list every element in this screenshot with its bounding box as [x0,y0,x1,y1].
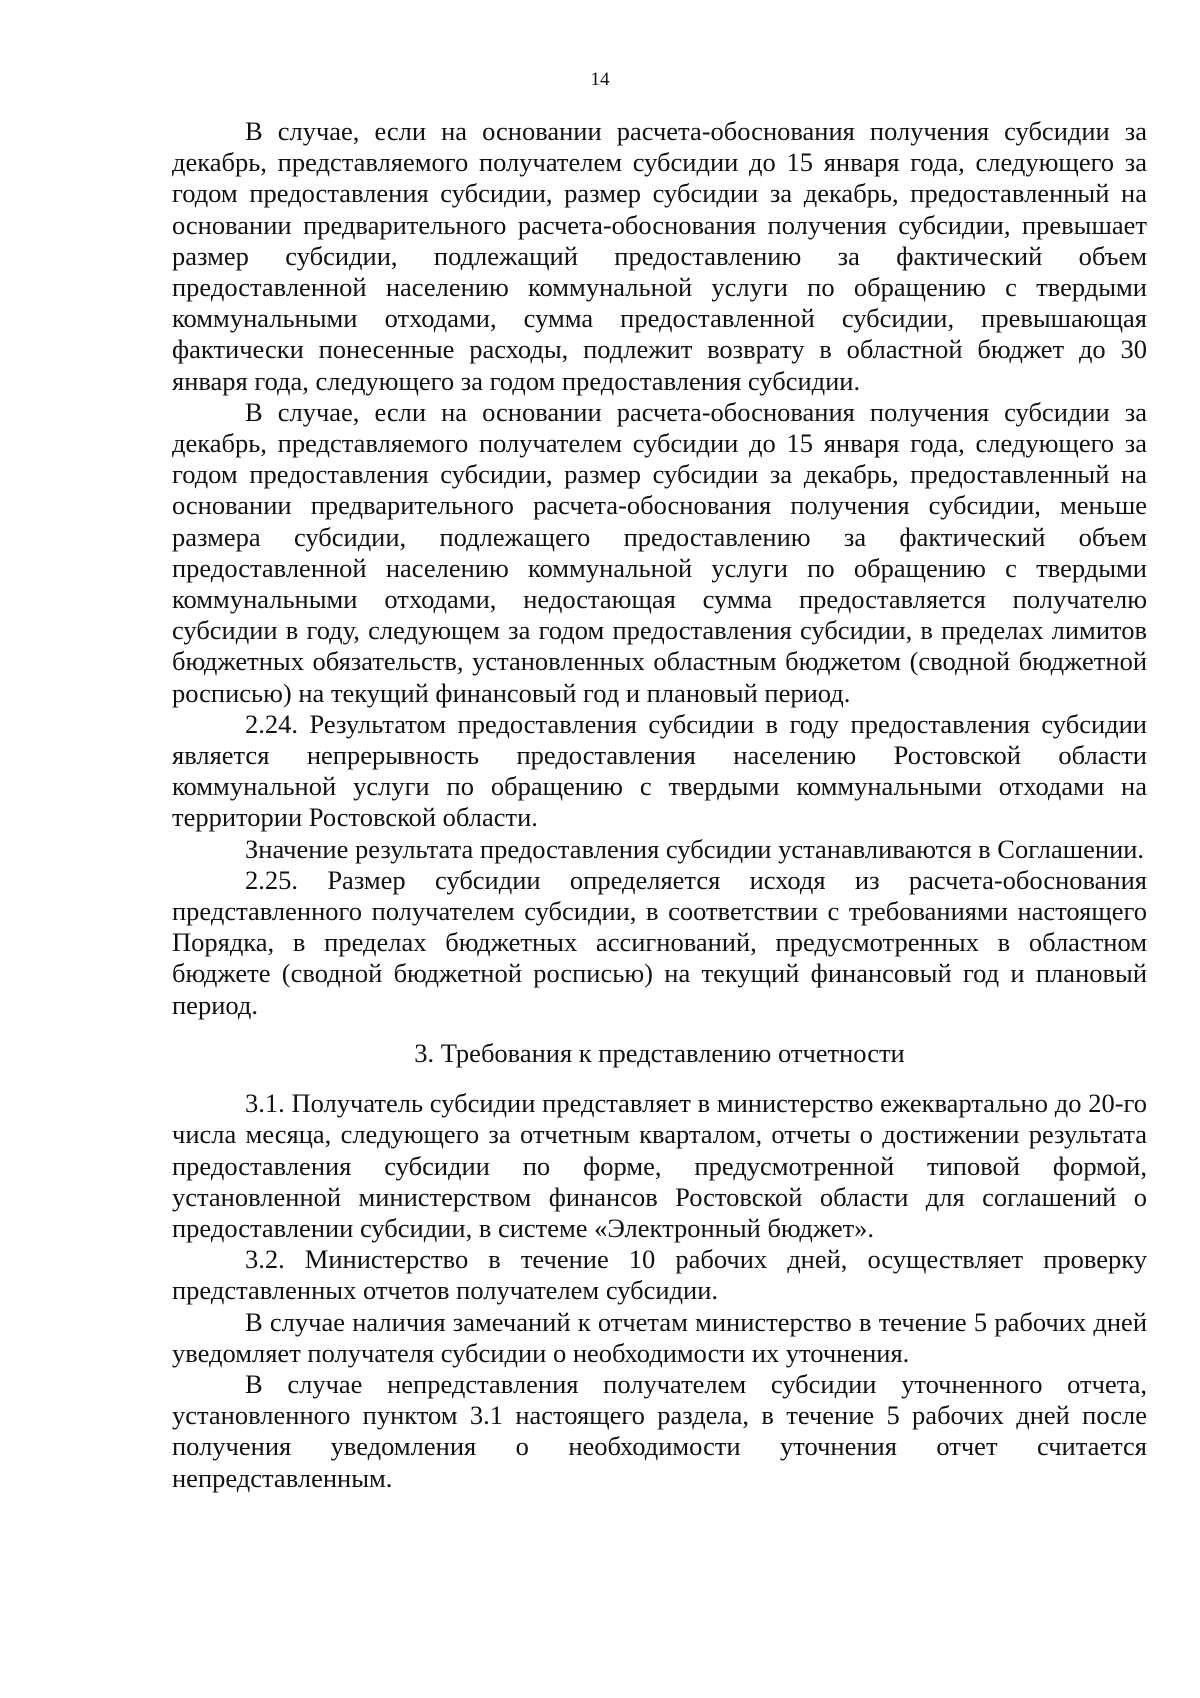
paragraph-excess-subsidy-refund: В случае, если на основании расчета-обоснования получения субсидии за декабрь, представляемого получателем субсидии до 15 января года, следующего за годом предоставления субсидии, размер субсидии за декабрь, предоставленный на основании предварительного расчета-обоснования получения субсидии, превышает размер субсидии, подлежащий предоставлению за фактический объем предоставленной населению коммунальной услуги по обращению с твердыми коммунальными отходами, сумма предоставленной субсидии, превышающая фактически понесенные расходы, подлежит возврату в областной бюджет до 30 января года, следующего за годом предоставления субсидии. [172,116,1147,396]
paragraph-result-value: Значение результата предоставления субсидии устанавливаются в Соглашении. [245,833,1145,864]
paragraph-shortfall-subsidy: В случае, если на основании расчета-обоснования получения субсидии за декабрь, представляемого получателем субсидии до 15 января года, следующего за годом предоставления субсидии, размер субсидии за декабрь, предоставленный на основании предварительного расчета-обоснования получения субсидии, меньше размера субсидии, подлежащего предоставлению за фактический объем предоставленной населению коммунальной услуги по обращению с твердыми коммунальными отходами, недостающая сумма предоставляется получателю субсидии в году, следующем за годом предоставления субсидии, в пределах лимитов бюджетных обязательств, установленных областным бюджетом (сводной бюджетной росписью) на текущий финансовый год и плановый период. [172,396,1147,708]
paragraph-report-not-submitted: В случае непредставления получателем субсидии уточненного отчета, установленного пунктом 3.1 настоящего раздела, в течение 5 рабочих дней после получения уведомления о необходимости уточнения отчет считается непредставленным. [172,1368,1147,1493]
page-number: 14 [590,69,610,90]
paragraph-2-24-result: 2.24. Результатом предоставления субсидии в году предоставления субсидии является непрерывность предоставления населению Ростовской области коммунальной услуги по обращению с твердыми коммунальными отходами на территории Ростовской области. [172,708,1147,833]
paragraph-3-1-reporting: 3.1. Получатель субсидии представляет в министерство ежеквартально до 20-го числа месяца, следующего за отчетным кварталом, отчеты о достижении результата предоставления субсидии по форме, предусмотренной типовой формой, установленной министерством финансов Ростовской области для соглашений о предоставлении субсидии, в системе «Электронный бюджет». [172,1088,1147,1243]
section-heading: 3. Требования к представлению отчетности [414,1037,905,1068]
document-body [172,116,1147,1494]
paragraph-2-25-amount: 2.25. Размер субсидии определяется исходя из расчета-обоснования представленного получателем субсидии, в соответствии с требованиями настоящего Порядка, в пределах бюджетных ассигнований, предусмотренных в областном бюджете (сводной бюджетной росписью) на текущий финансовый год и плановый период. [172,864,1147,1020]
paragraph-3-2-verification: 3.2. Министерство в течение 10 рабочих дней, осуществляет проверку представленных отчетов получателем субсидии. [172,1244,1147,1306]
paragraph-remarks-notice: В случае наличия замечаний к отчетам министерство в течение 5 рабочих дней уведомляет получателя субсидии о необходимости их уточнения. [172,1306,1147,1368]
